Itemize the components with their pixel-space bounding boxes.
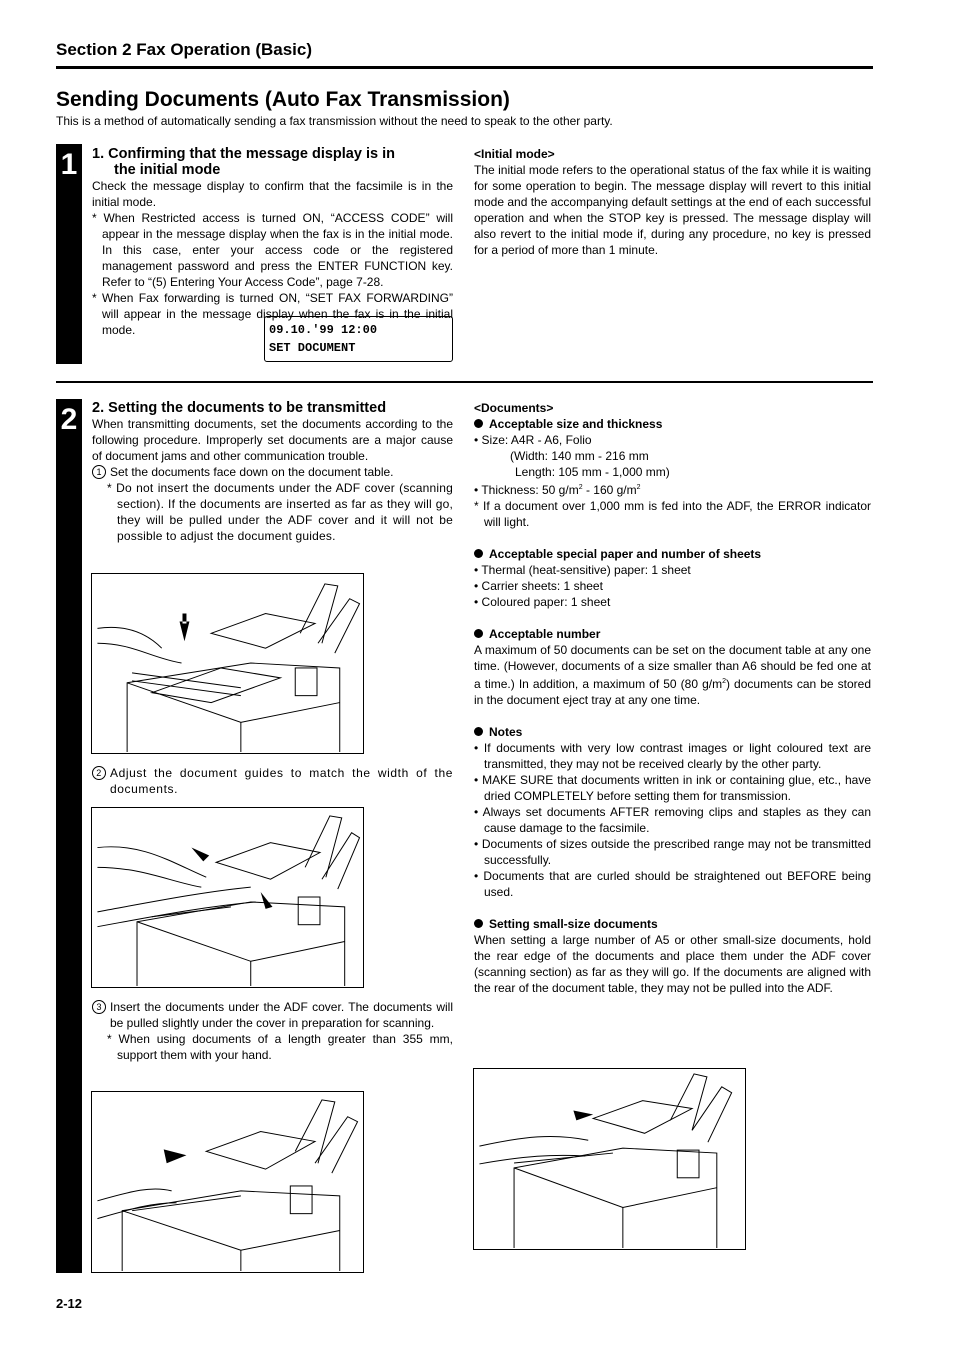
substep-2-block: [92, 765, 453, 797]
size-line-2: (Width: 140 mm - 216 mm: [510, 449, 649, 463]
number-heading: [474, 626, 871, 642]
special-heading: [474, 546, 871, 562]
arrow-diagonal-icon: [261, 892, 273, 909]
number-text-pre: A maximum of 50 documents can be set on the document table at any one time. (However, documents of a size smaller than A6 should be fed one at a time.) In addition, a maximum of 50 (80 g/m: [474, 643, 871, 691]
fax-illustration-3: [92, 1092, 363, 1272]
step-1-left-column: [92, 146, 453, 338]
note-1: • If documents with very low contrast images or light coloured text are transmitted, they may not be received clearly by the other party.: [474, 741, 871, 771]
bullet-icon: [474, 727, 483, 736]
size-heading-text: Acceptable size and thickness: [489, 417, 663, 431]
substep-1-note: * Do not insert the documents under the ADF cover (scanning section). If the documents are inserted as far as they will go, they will be pulled under the ADF cover and it will not be possible to adjust the document guides.: [107, 481, 453, 543]
step-2-body: When transmitting documents, set the documents according to the following procedure. Improperly set documents are a major cause of document jams and other communication trouble.: [92, 417, 453, 463]
substep-3-note: * When using documents of a length greater than 355 mm, support them with your hand.: [107, 1032, 453, 1062]
note-2: • MAKE SURE that documents written in ink or containing glue, etc., have dried COMPLETELY before setting them for transmission.: [474, 773, 871, 803]
arrow-right-icon: [164, 1149, 187, 1163]
size-note: * If a document over 1,000 mm is fed into the ADF, the ERROR indicator will light.: [474, 499, 871, 529]
small-size-heading: [474, 916, 871, 932]
fax-illustration-4: [474, 1069, 745, 1249]
arrow-right-icon: [191, 848, 209, 862]
bullet-icon: [474, 549, 483, 558]
note-4: • Documents of sizes outside the prescribed range may not be transmitted successfully.: [474, 837, 871, 867]
number-text-post: ) documents can be stored in the document eject tray at any one time.: [474, 677, 872, 707]
note-3: • Always set documents AFTER removing clips and staples as they can cause damage to the facsimile.: [474, 805, 871, 835]
step-1-note-access: * When Restricted access is turned ON, “ACCESS CODE” will appear in the message display when the fax is in the initial mode. In this case, enter your access code or the registered management password and press the ENTER FUNCTION key. Refer to “(5) Entering Your Access Code”, page 7-28.: [92, 211, 453, 289]
substep-1-text: Set the documents face down on the document table.: [110, 465, 394, 479]
special-1: • Thermal (heat-sensitive) paper: 1 sheet: [474, 563, 691, 577]
step-1-number: 1: [60, 148, 78, 181]
number-heading-text: Acceptable number: [489, 627, 601, 641]
note-5: • Documents that are curled should be straightened out BEFORE being used.: [474, 869, 871, 899]
substep-2-text: Adjust the document guides to match the width of the documents.: [110, 766, 453, 796]
step-1-right-column: [474, 146, 871, 258]
bullet-icon: [474, 919, 483, 928]
fax-illustration-2: [92, 808, 363, 987]
thickness-mid: - 160 g/m: [582, 483, 637, 497]
documents-heading: <Documents>: [474, 401, 554, 415]
arrow-right-icon: [573, 1111, 593, 1121]
thickness-line: [474, 480, 871, 498]
step-2-number: 2: [60, 403, 78, 436]
step-1-heading: [92, 146, 453, 178]
page-number: 2-12: [56, 1296, 83, 1311]
small-size-heading-text: Setting small-size documents: [489, 917, 658, 931]
bullet-icon: [474, 419, 483, 428]
superscript: 2: [636, 484, 641, 491]
step-2-marker: [56, 399, 82, 1273]
step-1-heading-line2: the initial mode: [114, 162, 221, 178]
message-display: [264, 316, 453, 362]
fax-illustration-1: [92, 574, 363, 753]
intro-text: This is a method of automatically sending a fax transmission without the need to speak to the other party.: [56, 114, 613, 128]
size-line-1: • Size: A4R - A6, Folio: [474, 433, 592, 447]
arrow-down-icon: [180, 614, 190, 642]
small-size-text: When setting a large number of A5 or other small-size documents, hold the rear edge of the documents and place them under the ADF cover (scanning section) as far as they will go. If the documents are aligned with the rear of the document table, they may not be pulled into the ADF.: [474, 933, 871, 995]
step-divider: [56, 381, 873, 383]
step-2-heading: 2. Setting the documents to be transmitted: [92, 400, 387, 416]
size-heading: [474, 416, 871, 432]
substep-3-number: 3: [92, 1000, 106, 1014]
figure-small-documents: [473, 1068, 746, 1250]
special-2: • Carrier sheets: 1 sheet: [474, 579, 603, 593]
superscript: 2: [578, 484, 583, 491]
substep-3-block: [92, 999, 453, 1063]
special-heading-text: Acceptable special paper and number of sheets: [489, 547, 762, 561]
page-title: Sending Documents (Auto Fax Transmission): [56, 88, 510, 111]
display-line-1: 09.10.'99 12:00: [269, 323, 378, 337]
bullet-icon: [474, 629, 483, 638]
thickness-pre: • Thickness: 50 g/m: [474, 483, 579, 497]
number-text: [474, 642, 871, 708]
step-1-marker: [56, 144, 82, 364]
substep-3: [92, 999, 453, 1031]
substep-2: [92, 765, 453, 797]
substep-3-text: Insert the documents under the ADF cover. The documents will be pulled slightly under the cover in preparation for scanning.: [110, 1000, 453, 1030]
documents-column: [474, 400, 871, 996]
notes-heading-text: Notes: [489, 725, 523, 739]
superscript: 2: [722, 678, 726, 685]
substep-2-number: 2: [92, 766, 106, 780]
size-line-3: Length: 105 mm - 1,000 mm): [515, 465, 670, 479]
step-1-body: Check the message display to confirm that the facsimile is in the initial mode.: [92, 179, 453, 209]
substep-1-number: 1: [92, 465, 106, 479]
initial-mode-text: The initial mode refers to the operational status of the fax while it is waiting for some operation to begin. The message display will revert to this initial mode and the accompanying default settings at the end of each successful operation and when the STOP key is pressed. The message display will also revert to the initial mode if, during any procedure, no key is pressed for a period of more than 1 minute.: [474, 163, 871, 257]
display-line-2: SET DOCUMENT: [269, 341, 356, 355]
figure-adjust-guides: [91, 807, 364, 988]
step-1-heading-line1: 1. Confirming that the message display is in: [92, 146, 395, 162]
section-header: Section 2 Fax Operation (Basic): [56, 40, 313, 59]
special-3: • Coloured paper: 1 sheet: [474, 595, 611, 609]
figure-insert-documents: [91, 1091, 364, 1273]
substep-1: [92, 464, 453, 480]
header-rule: [56, 66, 873, 69]
figure-set-documents: [91, 573, 364, 754]
notes-heading: [474, 724, 871, 740]
initial-mode-heading: <Initial mode>: [474, 147, 555, 161]
step-1-note-forwarding: * When Fax forwarding is turned ON, “SET FAX FORWARDING” will appear in the message display when the fax is in the initial mode.: [92, 291, 453, 337]
step-2-left-column: [92, 400, 453, 544]
